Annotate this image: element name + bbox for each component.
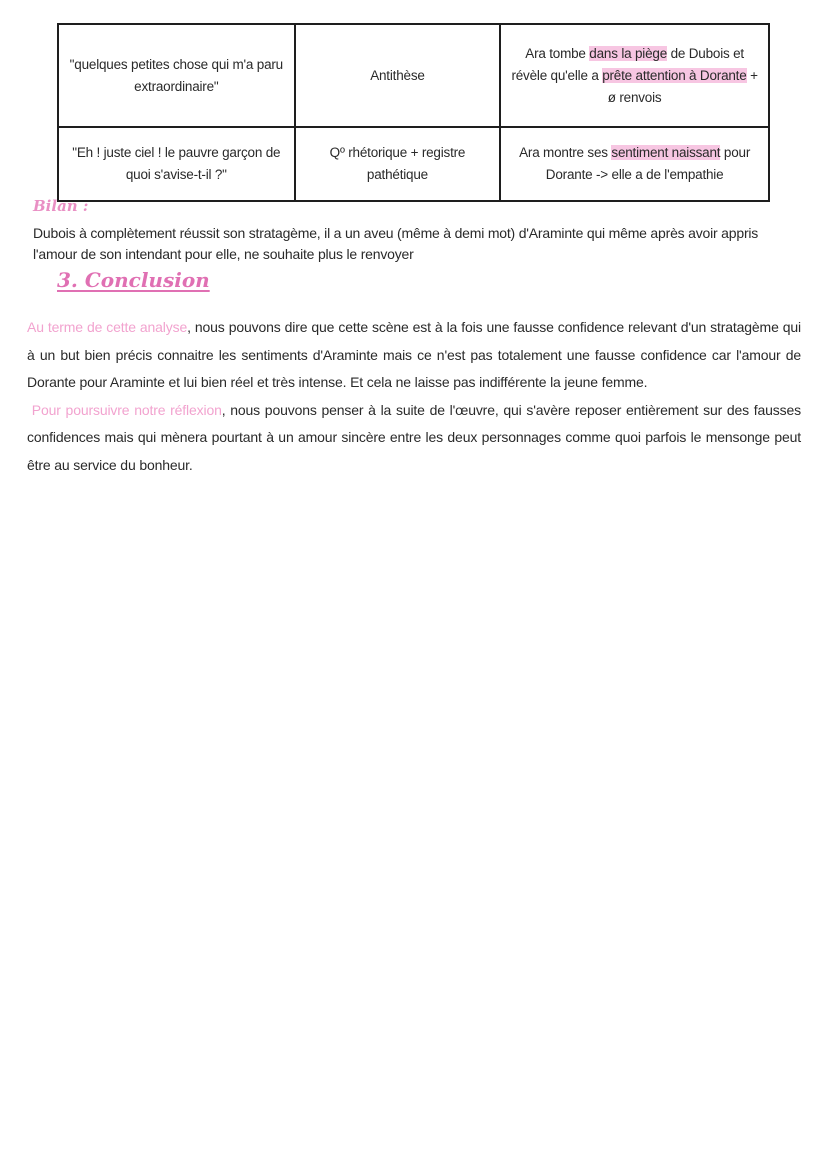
table-row: [58, 127, 769, 201]
paragraph-text: , nous pouvons dire que cette scène est à la fois une fausse confidence relevant d'un stratagème qui à un but bien précis connaitre les sentiments d'Araminte mais ce n'est pas totalement une fausse confidence car l'amour de Dorante pour Araminte et lui bien réel et très intense. Et cela ne laisse pas indifférente la jeune femme.: [27, 319, 801, 390]
paragraph-lead: Pour poursuivre notre réflexion: [31, 401, 222, 418]
bilan-heading: Bilan :: [33, 197, 89, 215]
table-row: [58, 24, 769, 127]
highlighted-text: prête attention à Dorante: [602, 67, 747, 83]
quote-cell: "Eh ! juste ciel ! le pauvre garçon de quoi s'avise-t-il ?": [58, 127, 295, 201]
figure-cell: Qº rhétorique + registre pathétique: [295, 127, 501, 201]
conclusion-paragraph: [27, 314, 801, 397]
analysis-text: pour Dorante -> elle a de l'empathie: [545, 145, 751, 182]
paragraph-lead: Au terme de cette analyse: [27, 319, 188, 335]
quote-cell: "quelques petites chose qui m'a paru extraordinaire": [58, 24, 295, 127]
analysis-text: Ara montre ses: [519, 145, 612, 160]
analysis-text: Ara tombe: [525, 45, 590, 61]
paragraph-text: , nous pouvons penser à la suite de l'œuvre, qui s'avère reposer entièrement sur des fausses confidences mais qui mènera pourtant à un amour sincère entre les deux personnages comme quoi parfois le mensonge peut être au service du bonheur.: [27, 401, 801, 473]
analysis-text: de Dubois et révèle qu'elle a: [511, 45, 744, 83]
section-heading: 3. Conclusion: [57, 268, 210, 292]
highlighted-text: dans la piège: [589, 45, 668, 61]
conclusion-paragraph: [27, 397, 801, 480]
figure-cell: Antithèse: [295, 24, 501, 127]
analysis-text: + ø renvois: [607, 67, 758, 105]
bilan-paragraph: Dubois à complètement réussit son stratagème, il a un aveu (même à demi mot) d'Araminte qui même après avoir appris l'amour de son intendant pour elle, ne souhaite plus le renvoyer: [33, 225, 759, 262]
conclusion-body: [27, 314, 801, 479]
highlighted-text: sentiment naissant: [611, 145, 721, 160]
analysis-cell: [500, 127, 769, 201]
analysis-cell: [500, 24, 769, 127]
analysis-table: [57, 23, 770, 202]
